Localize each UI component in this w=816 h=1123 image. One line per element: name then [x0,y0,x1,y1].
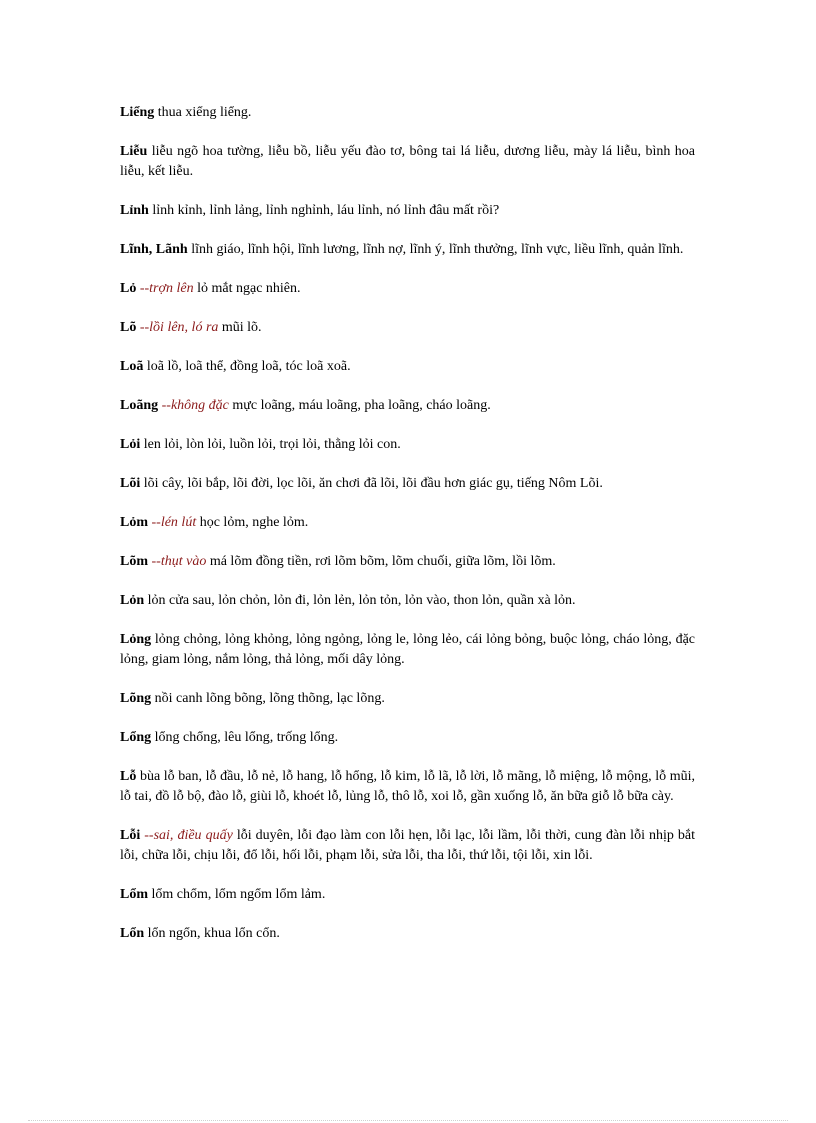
entry-text: học lỏm, nghe lỏm. [199,515,309,530]
headword: Lõm [120,554,148,569]
entry-text: lõi cây, lõi bắp, lõi đời, lọc lõi, ăn chơi đã lõi, lõi đầu hơn giác gụ, tiếng Nôm Lõi. [143,476,603,491]
entry-text: lổng chổng, lêu lổng, trống lổng. [154,730,339,745]
entry-note: --lén lút [151,515,197,530]
dictionary-page [120,103,695,963]
entry-linh-lanh [120,240,695,260]
entry-note: --sai, điều quấy [144,828,233,843]
entry-text: lỏng chỏng, lỏng khỏng, lỏng ngỏng, lỏng le, lỏng lẻo, cái lỏng bỏng, buộc lỏng, cháo lỏng, đặc lỏng, giam lỏng, nắm lỏng, thả lỏng, mối dây lỏng. [120,632,695,667]
entry-loi-o-nga [120,826,695,866]
entry-note: --lồi lên, ló ra [139,320,219,335]
entry-loi-nga [120,474,695,494]
entry-text: lổn ngổn, khua lổn cổn. [147,926,280,941]
entry-text: len lỏi, lòn lỏi, luồn lỏi, trọi lỏi, thằng lỏi con. [143,437,401,452]
entry-linh [120,201,695,221]
entry-lom-o-hoi [120,885,695,905]
page-bottom-divider [28,1120,788,1121]
entry-lo-nga [120,318,695,338]
headword: Loãng [120,398,159,413]
entry-text: lổm chổm, lổm ngổm lổm lảm. [151,887,326,902]
entry-long-hoi-o [120,728,695,748]
entry-lo-o-nga [120,767,695,807]
headword: Liễu [120,144,148,159]
entry-long-nga [120,689,695,709]
headword: Lổn [120,926,145,941]
entry-text: loã lồ, loã thể, đồng loã, tóc loã xoã. [146,359,351,374]
entry-lom-hoi [120,513,695,533]
headword: Lỏng [120,632,152,647]
headword: Lỗi [120,828,141,843]
entry-lon-o-hoi [120,924,695,944]
headword: Lỏi [120,437,141,452]
headword: Lổng [120,730,152,745]
entry-long-hoi [120,630,695,670]
entry-text: lĩnh giáo, lĩnh hội, lĩnh lương, lĩnh nợ, lĩnh ý, lĩnh thưởng, lĩnh vực, liều lĩnh, quản lĩnh. [191,242,684,257]
entry-lom-nga [120,552,695,572]
entry-loi-hoi [120,435,695,455]
headword: Loã [120,359,144,374]
entry-note: --không đặc [161,398,229,413]
entry-note: --thụt vào [151,554,207,569]
entry-text: lỉnh kỉnh, lỉnh lảng, lỉnh nghỉnh, láu lỉnh, nó lỉnh đâu mất rồi? [152,203,500,218]
entry-text: lỗi duyên, lỗi đạo làm con lỗi hẹn, lỗi lạc, lỗi lầm, lỗi thời, cung đàn lỗi nhịp bắt lỗi, chữa lỗi, chịu lỗi, đổ lỗi, hối lỗi, phạm lỗi, sửa lỗi, tha lỗi, thứ lỗi, tội lỗi, xin lỗi. [120,828,696,863]
entry-loa [120,357,695,377]
entry-loang [120,396,695,416]
headword: Lỉnh [120,203,149,218]
entry-text: bùa lỗ ban, lỗ đầu, lỗ nẻ, lỗ hang, lỗ hổng, lỗ kim, lỗ lã, lỗ lời, lỗ mãng, lỗ miệng, lỗ mộng, lỗ mũi, lỗ tai, đồ lỗ bộ, đào lỗ, giùi lỗ, khoét lỗ, lủng lỗ, thô lỗ, xoi lỗ, gần xuống lỗ, ăn bữa giỗ lỗ bữa cày. [120,769,696,804]
headword: Lõ [120,320,137,335]
entry-lo-hoi [120,279,695,299]
entry-lon-hoi [120,591,695,611]
entry-note: --trợn lên [139,281,194,296]
entry-lieng [120,103,695,123]
headword: Lổm [120,887,148,902]
headword: Lỗ [120,769,137,784]
entry-text: nồi canh lõng bõng, lõng thõng, lạc lõng. [154,691,385,706]
headword: Liểng [120,105,155,120]
headword: Lỏ [120,281,137,296]
headword: Lõng [120,691,152,706]
headword: Lỏm [120,515,148,530]
headword: Lĩnh, Lãnh [120,242,188,257]
headword: Lõi [120,476,141,491]
entry-text: lỏn cửa sau, lỏn chỏn, lỏn đi, lỏn lẻn, lỏn tỏn, lỏn vào, thon lỏn, quần xà lỏn. [147,593,576,608]
entry-text: mực loãng, máu loãng, pha loãng, cháo loãng. [232,398,491,413]
entry-text: liễu ngõ hoa tường, liễu bồ, liễu yếu đào tơ, bông tai lá liễu, dương liễu, mày lá liễu, bình hoa liễu, kết liễu. [120,144,695,179]
entry-text: mũi lõ. [221,320,262,335]
headword: Lỏn [120,593,145,608]
entry-text: má lõm đồng tiền, rơi lõm bõm, lõm chuối, giữa lõm, lồi lõm. [209,554,556,569]
entry-lieu [120,142,695,182]
entry-text: lỏ mắt ngạc nhiên. [197,281,301,296]
entry-text: thua xiểng liểng. [157,105,252,120]
